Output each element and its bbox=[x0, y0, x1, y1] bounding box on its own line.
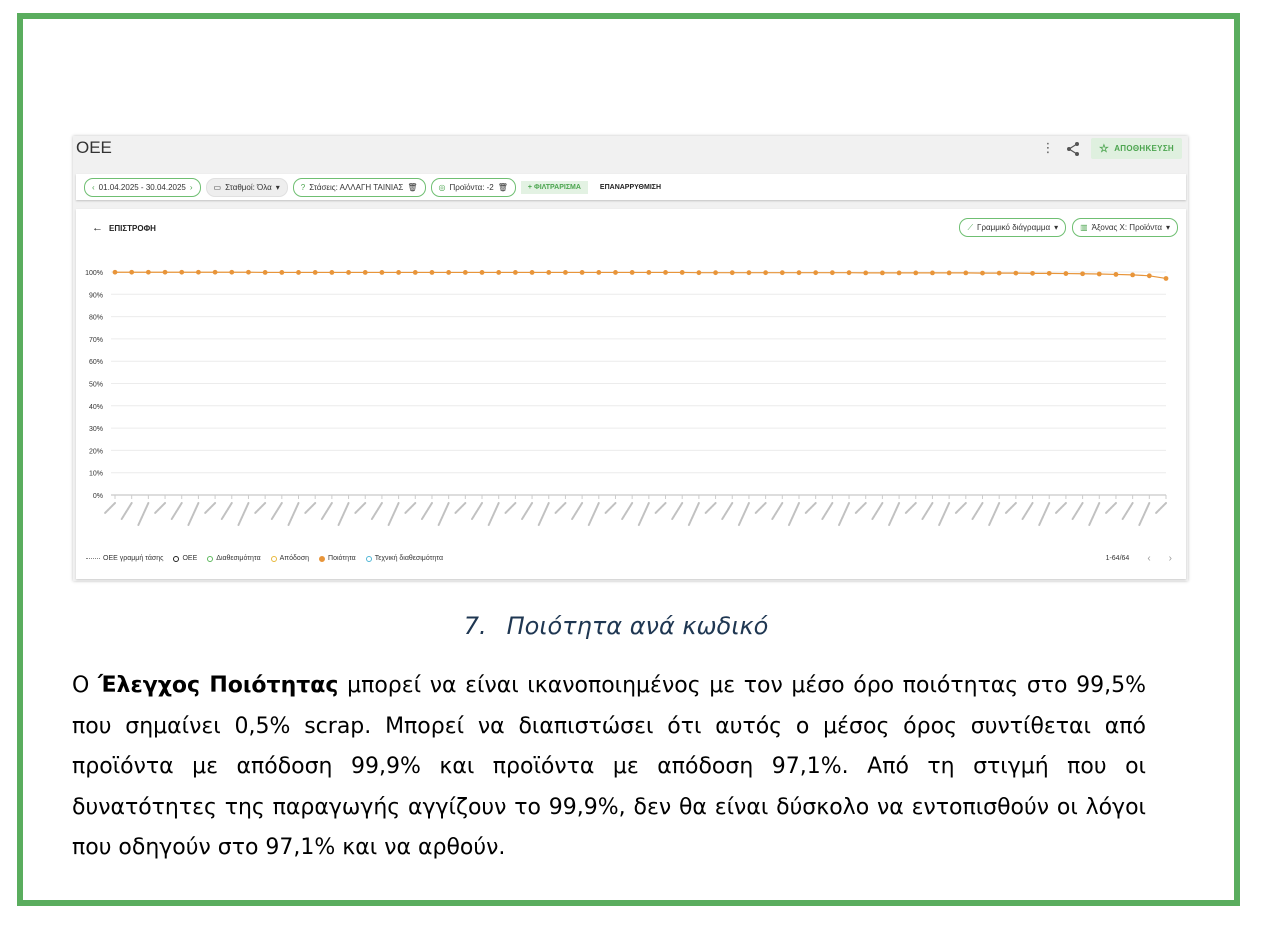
data-point[interactable] bbox=[1047, 271, 1052, 276]
x-tick-label-mark bbox=[1123, 503, 1133, 519]
filter-bar bbox=[76, 174, 1186, 200]
x-tick-label-mark bbox=[822, 503, 832, 519]
legend-label: Τεχνική διαθεσιμότητα bbox=[374, 555, 443, 562]
x-tick-label-mark bbox=[305, 503, 315, 513]
x-tick-label-mark bbox=[155, 503, 165, 513]
trash-icon[interactable]: 🗑 bbox=[497, 182, 508, 192]
legend-label: OEE γραμμή τάσης bbox=[103, 555, 164, 562]
filter-button[interactable] bbox=[521, 181, 588, 194]
x-tick-label-mark bbox=[589, 503, 599, 525]
chart-type-label: Γραμμικό διάγραμμα bbox=[977, 223, 1051, 232]
x-tick-label-mark bbox=[972, 503, 982, 519]
y-tick-label: 20% bbox=[88, 448, 103, 456]
x-tick-label-mark bbox=[1006, 503, 1016, 513]
caret-down-icon: ▾ bbox=[1054, 223, 1059, 232]
legend-item-performance[interactable] bbox=[271, 555, 309, 562]
pager-count: 1-64/64 bbox=[1105, 555, 1130, 562]
x-tick-label-mark bbox=[555, 503, 565, 513]
x-tick-label-mark bbox=[522, 503, 532, 519]
data-point[interactable] bbox=[463, 270, 468, 275]
x-tick-label-mark bbox=[656, 503, 666, 513]
x-axis-label: Άξονας Χ: Προϊόντα bbox=[1091, 223, 1162, 232]
save-label: ΑΠΟΘΗΚΕΥΣΗ bbox=[1114, 144, 1174, 153]
oee-screenshot bbox=[73, 136, 1188, 581]
monitor-icon: ▭ bbox=[213, 182, 222, 192]
x-tick-label-mark bbox=[1089, 503, 1099, 525]
star-icon: ☆ bbox=[1099, 143, 1110, 155]
legend-label: OEE bbox=[182, 555, 198, 562]
x-tick-label-mark bbox=[205, 503, 215, 513]
trash-icon[interactable]: 🗑 bbox=[407, 182, 418, 192]
x-tick-label-mark bbox=[989, 503, 999, 525]
filter-label: ΦΙΛΤΡΑΡΙΣΜΑ bbox=[533, 183, 581, 191]
stops-chip[interactable] bbox=[293, 178, 426, 197]
data-point[interactable] bbox=[596, 270, 601, 275]
x-tick-label-mark bbox=[956, 503, 966, 513]
data-point[interactable] bbox=[346, 270, 351, 275]
x-tick-label-mark bbox=[605, 503, 615, 513]
legend-label: Απόδοση bbox=[279, 555, 310, 562]
x-tick-label-mark bbox=[472, 503, 482, 519]
bar-chart-icon: ▥ bbox=[1080, 223, 1088, 232]
data-point[interactable] bbox=[413, 270, 418, 275]
data-point[interactable] bbox=[1164, 276, 1169, 281]
data-point[interactable] bbox=[930, 270, 935, 275]
para-rest: μπορεί να είναι ικανοποιημένος με τον μέσο όρο ποιότητας στο 99,5% που σημαίνει 0,5% scrap. Μπορεί να διαπιστώσει ότι αυτός ο μέσος όρος συντίθεται από προϊόντα με απόδοση 99,9% και προϊόντα με απόδοση 97,1%. Από τη στιγμή που οι δυνατότητες της παραγωγής αγγίζουν το 99,9%, δεν θα είναι δύσκολο να εντοπισθούν οι λόγοι που οδηγούν στο 97,1% και να αρθούν. bbox=[72, 673, 1147, 860]
data-point[interactable] bbox=[530, 270, 535, 275]
data-point[interactable] bbox=[396, 270, 401, 275]
pager bbox=[1106, 553, 1172, 564]
data-point[interactable] bbox=[213, 270, 218, 275]
more-vert-icon[interactable]: ⋮ bbox=[1041, 141, 1055, 156]
plus-icon: + bbox=[527, 183, 532, 191]
data-point[interactable] bbox=[263, 270, 268, 275]
y-tick-label: 40% bbox=[88, 403, 103, 411]
x-tick-label-mark bbox=[222, 503, 232, 519]
data-point[interactable] bbox=[613, 270, 618, 275]
chart-legend bbox=[86, 555, 443, 562]
x-tick-label-mark bbox=[188, 503, 198, 525]
legend-item-trend[interactable] bbox=[86, 555, 163, 562]
stations-chip[interactable] bbox=[206, 178, 288, 197]
chevron-left-icon[interactable]: ‹ bbox=[1147, 553, 1151, 564]
data-point[interactable] bbox=[580, 270, 585, 275]
data-point[interactable] bbox=[246, 270, 251, 275]
legend-item-quality[interactable] bbox=[319, 555, 356, 562]
x-tick-label-mark bbox=[389, 503, 399, 525]
data-point[interactable] bbox=[997, 271, 1002, 276]
circle-filled-icon bbox=[319, 556, 325, 562]
data-point[interactable] bbox=[797, 270, 802, 275]
data-point[interactable] bbox=[129, 270, 134, 275]
legend-label: Ποιότητα bbox=[328, 555, 356, 562]
x-tick-label-mark bbox=[739, 503, 749, 525]
data-point[interactable] bbox=[229, 270, 234, 275]
page-title: OEE bbox=[76, 138, 112, 157]
caret-down-icon: ▾ bbox=[275, 182, 280, 192]
help-circle-icon: ? bbox=[300, 182, 306, 192]
data-point[interactable] bbox=[1097, 272, 1102, 277]
x-tick-label-mark bbox=[672, 503, 682, 519]
data-point[interactable] bbox=[663, 270, 668, 275]
caret-down-icon: ▾ bbox=[1165, 223, 1170, 232]
y-tick-label: 30% bbox=[88, 426, 103, 434]
legend-item-availability[interactable] bbox=[207, 555, 260, 562]
data-point[interactable] bbox=[780, 270, 785, 275]
y-tick-label: 80% bbox=[88, 314, 103, 322]
y-tick-label: 100% bbox=[85, 270, 103, 277]
y-tick-label: 50% bbox=[88, 381, 103, 389]
data-point[interactable] bbox=[496, 270, 501, 275]
data-point[interactable] bbox=[546, 270, 551, 275]
back-label: ΕΠΙΣΤΡΟΦΗ bbox=[109, 223, 156, 233]
data-point[interactable] bbox=[113, 270, 118, 275]
data-point[interactable] bbox=[1080, 271, 1085, 276]
stops-label: Στάσεις: ΑΛΛΑΓΗ ΤΑΙΝΙΑΣ bbox=[309, 182, 404, 192]
circle-icon bbox=[207, 556, 213, 562]
x-tick-label-mark bbox=[789, 503, 799, 525]
data-point[interactable] bbox=[1064, 271, 1069, 276]
x-tick-label-mark bbox=[138, 503, 148, 525]
y-tick-label: 0% bbox=[92, 493, 103, 500]
data-point[interactable] bbox=[1030, 271, 1035, 276]
x-tick-label-mark bbox=[1139, 503, 1149, 525]
products-label: Προϊόντα: -2 bbox=[449, 182, 494, 192]
circle-icon bbox=[366, 556, 372, 562]
data-point[interactable] bbox=[830, 270, 835, 275]
products-chip[interactable] bbox=[431, 178, 516, 197]
x-tick-label-mark bbox=[839, 503, 849, 525]
data-point[interactable] bbox=[730, 270, 735, 275]
x-tick-label-mark bbox=[339, 503, 349, 525]
data-point[interactable] bbox=[1013, 271, 1018, 276]
x-tick-label-mark bbox=[1106, 503, 1116, 513]
data-point[interactable] bbox=[196, 270, 201, 275]
legend-item-tech-availability[interactable] bbox=[366, 555, 443, 562]
x-tick-label-mark bbox=[1073, 503, 1083, 519]
x-tick-label-mark bbox=[889, 503, 899, 525]
y-tick-label: 90% bbox=[88, 292, 103, 300]
top-actions bbox=[1041, 138, 1182, 159]
x-tick-label-mark bbox=[706, 503, 716, 513]
x-tick-label-mark bbox=[105, 503, 115, 513]
x-tick-label-mark bbox=[272, 503, 282, 519]
legend-label: Διαθεσιμότητα bbox=[216, 555, 261, 562]
y-tick-label: 70% bbox=[88, 336, 103, 344]
data-point[interactable] bbox=[630, 270, 635, 275]
x-tick-label-mark bbox=[1056, 503, 1066, 513]
x-tick-label-mark bbox=[422, 503, 432, 519]
data-point[interactable] bbox=[279, 270, 284, 275]
data-point[interactable] bbox=[296, 270, 301, 275]
data-point[interactable] bbox=[847, 270, 852, 275]
x-tick-label-mark bbox=[772, 503, 782, 519]
chevron-right-icon[interactable]: › bbox=[189, 182, 193, 192]
x-tick-label-mark bbox=[806, 503, 816, 513]
data-point[interactable] bbox=[163, 270, 168, 275]
x-tick-label-mark bbox=[289, 503, 299, 525]
x-tick-label-mark bbox=[439, 503, 449, 525]
x-tick-label-mark bbox=[1156, 503, 1166, 513]
chevron-right-icon[interactable]: › bbox=[1168, 553, 1172, 564]
quality-line-chart bbox=[76, 209, 1186, 554]
data-point[interactable] bbox=[863, 270, 868, 275]
data-point[interactable] bbox=[329, 270, 334, 275]
dotted-line-icon bbox=[86, 558, 100, 559]
data-point[interactable] bbox=[747, 270, 752, 275]
x-tick-label-mark bbox=[255, 503, 265, 513]
data-point[interactable] bbox=[380, 270, 385, 275]
legend-item-oee[interactable] bbox=[173, 555, 197, 562]
line-chart-icon: ⟋ bbox=[967, 222, 974, 232]
x-tick-label-mark bbox=[922, 503, 932, 519]
x-tick-label-mark bbox=[856, 503, 866, 513]
data-point[interactable] bbox=[430, 270, 435, 275]
x-tick-label-mark bbox=[722, 503, 732, 519]
data-point[interactable] bbox=[1114, 272, 1119, 277]
x-tick-label-mark bbox=[405, 503, 415, 513]
x-tick-label-mark bbox=[639, 503, 649, 525]
x-tick-label-mark bbox=[689, 503, 699, 525]
x-tick-label-mark bbox=[756, 503, 766, 513]
data-point[interactable] bbox=[446, 270, 451, 275]
date-range-label: 01.04.2025 - 30.04.2025 bbox=[98, 182, 186, 192]
caption-number: 7. bbox=[463, 612, 487, 640]
data-point[interactable] bbox=[646, 270, 651, 275]
stations-label: Σταθμοί: Όλα bbox=[225, 182, 272, 192]
x-tick-label-mark bbox=[172, 503, 182, 519]
circle-icon bbox=[271, 556, 277, 562]
x-tick-label-mark bbox=[322, 503, 332, 519]
arrow-left-icon: ← bbox=[92, 222, 103, 234]
data-point[interactable] bbox=[880, 270, 885, 275]
data-point[interactable] bbox=[696, 270, 701, 275]
data-point[interactable] bbox=[763, 270, 768, 275]
data-point[interactable] bbox=[813, 270, 818, 275]
data-point[interactable] bbox=[563, 270, 568, 275]
body-paragraph bbox=[72, 666, 1146, 869]
data-point[interactable] bbox=[680, 270, 685, 275]
data-point[interactable] bbox=[897, 270, 902, 275]
x-tick-label-mark bbox=[872, 503, 882, 519]
x-tick-label-mark bbox=[1039, 503, 1049, 525]
x-tick-label-mark bbox=[505, 503, 515, 513]
data-point[interactable] bbox=[179, 270, 184, 275]
save-button[interactable] bbox=[1091, 138, 1182, 159]
x-tick-label-mark bbox=[372, 503, 382, 519]
data-point[interactable] bbox=[313, 270, 318, 275]
data-point[interactable] bbox=[947, 270, 952, 275]
series-line-quality bbox=[115, 272, 1166, 278]
chevron-left-icon[interactable]: ‹ bbox=[92, 182, 95, 192]
x-tick-label-mark bbox=[1023, 503, 1033, 519]
x-tick-label-mark bbox=[238, 503, 248, 525]
figure-caption bbox=[0, 612, 1232, 640]
product-icon: ◎ bbox=[438, 182, 446, 192]
data-point[interactable] bbox=[146, 270, 151, 275]
para-bold: Έλεγχος Ποιότητας bbox=[97, 673, 339, 698]
data-point[interactable] bbox=[963, 270, 968, 275]
x-tick-label-mark bbox=[539, 503, 549, 525]
y-tick-label: 60% bbox=[88, 359, 103, 367]
chart-panel bbox=[76, 209, 1186, 579]
data-point[interactable] bbox=[513, 270, 518, 275]
data-point[interactable] bbox=[713, 270, 718, 275]
x-tick-label-mark bbox=[355, 503, 365, 513]
para-intro: Ο bbox=[72, 673, 98, 698]
x-tick-label-mark bbox=[455, 503, 465, 513]
share-icon[interactable] bbox=[1065, 141, 1081, 157]
data-point[interactable] bbox=[363, 270, 368, 275]
x-tick-label-mark bbox=[489, 503, 499, 525]
circle-icon bbox=[173, 556, 179, 562]
x-tick-label-mark bbox=[572, 503, 582, 519]
data-point[interactable] bbox=[480, 270, 485, 275]
reset-button[interactable]: ΕΠΑΝΑΡΡΥΘΜΙΣΗ bbox=[599, 183, 662, 191]
y-tick-label: 10% bbox=[88, 470, 103, 478]
data-point[interactable] bbox=[913, 270, 918, 275]
data-point[interactable] bbox=[980, 271, 985, 276]
x-tick-label-mark bbox=[939, 503, 949, 525]
date-range-chip[interactable] bbox=[84, 178, 201, 197]
x-tick-label-mark bbox=[122, 503, 132, 519]
data-point[interactable] bbox=[1130, 272, 1135, 277]
data-point[interactable] bbox=[1147, 273, 1152, 278]
caption-text: Ποιότητα ανά κωδικό bbox=[506, 612, 769, 640]
x-tick-label-mark bbox=[906, 503, 916, 513]
x-tick-label-mark bbox=[622, 503, 632, 519]
